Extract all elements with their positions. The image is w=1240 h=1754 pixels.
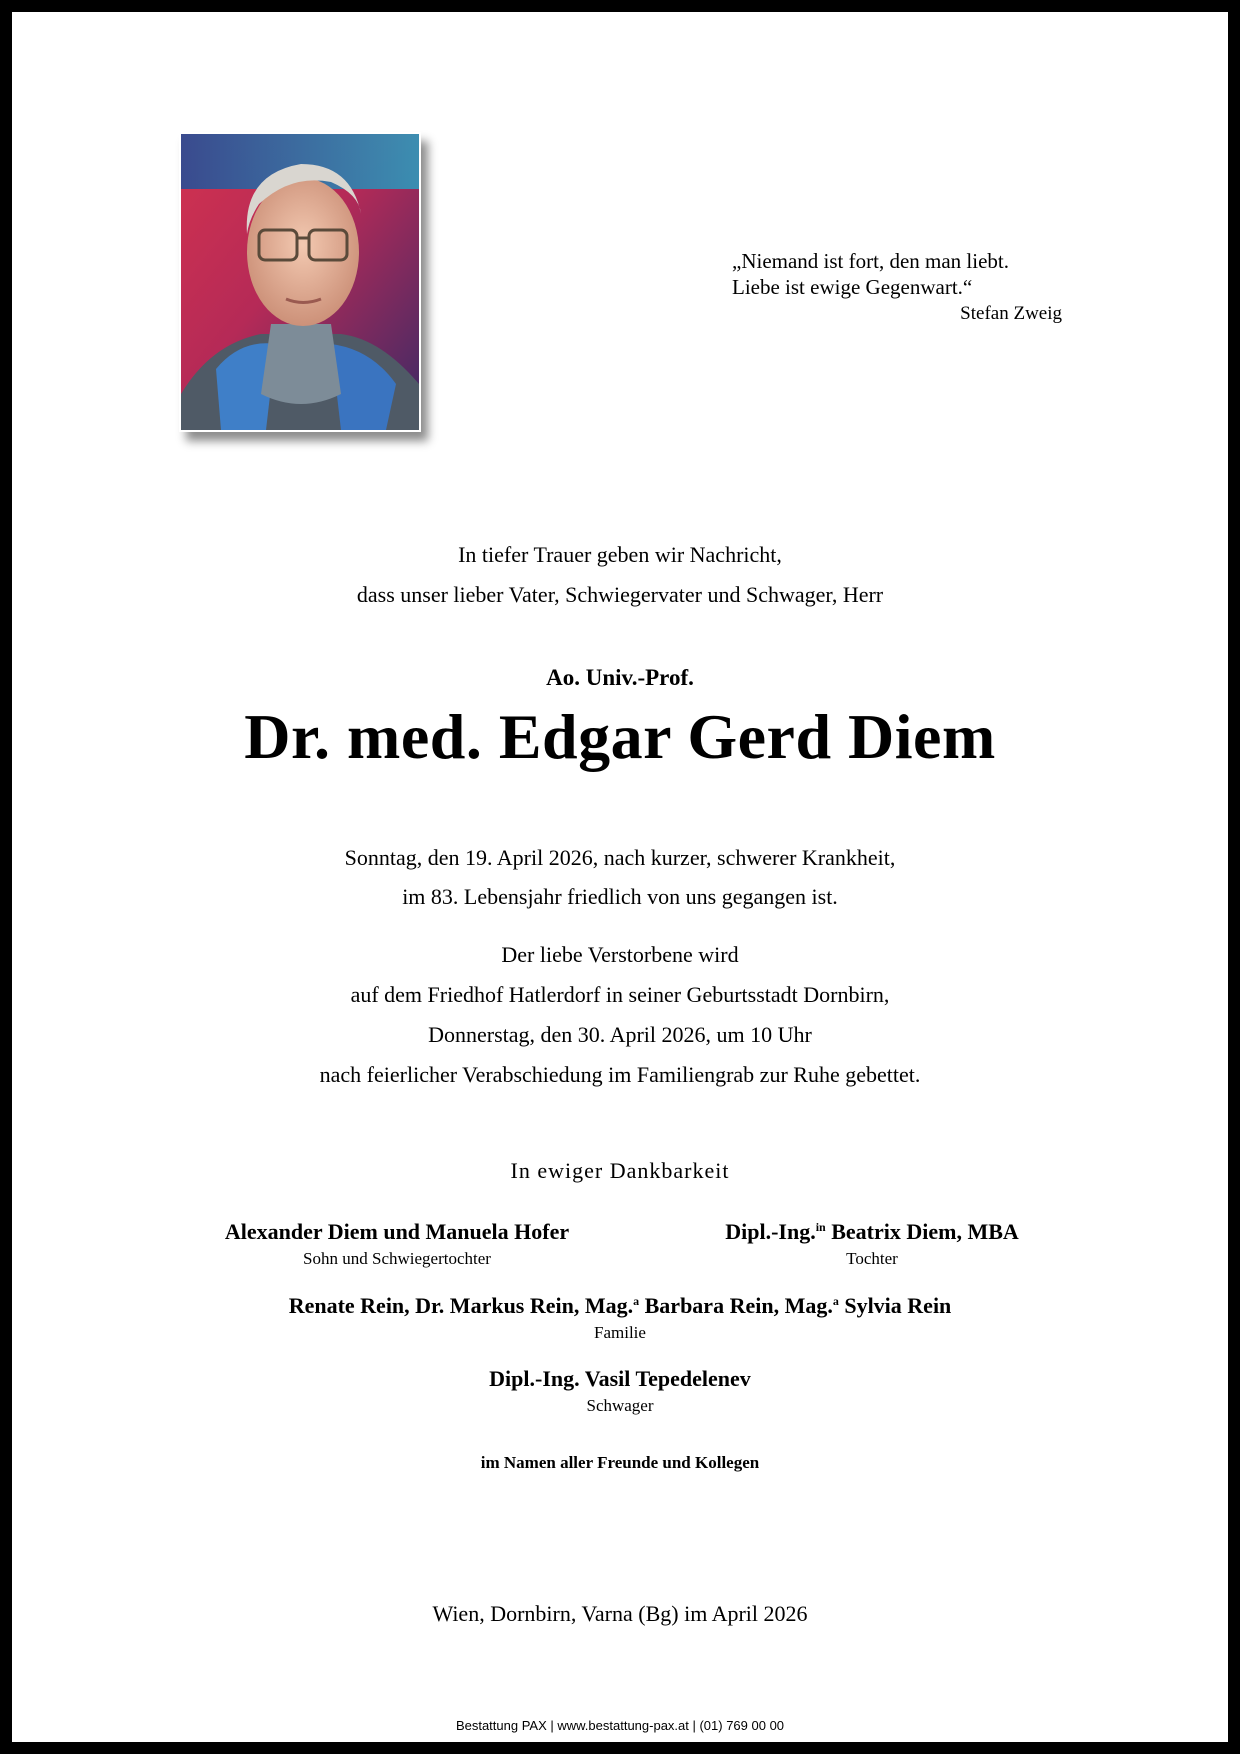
intro-line-1: In tiefer Trauer geben wir Nachricht,: [458, 542, 782, 567]
quote-line-2: Liebe ist ewige Gegenwart.“: [732, 275, 973, 299]
thanks-heading: In ewiger Dankbarkeit: [510, 1158, 730, 1183]
mourner-name-text: Beatrix Diem, MBA: [825, 1219, 1019, 1244]
burial-line-2: auf dem Friedhof Hatlerdorf in seiner Geburtsstadt Dornbirn,: [350, 982, 890, 1007]
place-date: Wien, Dornbirn, Varna (Bg) im April 2026: [432, 1601, 808, 1626]
mourner-name-part: Barbara Rein, Mag.: [639, 1293, 833, 1318]
mourner-title: Dipl.-Ing.: [725, 1219, 816, 1244]
burial-line-4: nach feierlicher Verabschiedung im Familiengrab zur Ruhe gebettet.: [319, 1062, 921, 1087]
mourner-name: Alexander Diem und Manuela Hofer: [224, 1219, 570, 1244]
obituary-page: [12, 12, 1228, 1742]
burial-line-3: Donnerstag, den 30. April 2026, um 10 Uhr: [428, 1022, 812, 1047]
intro-line-2: dass unser lieber Vater, Schwiegervater und Schwager, Herr: [356, 582, 884, 607]
deceased-name: Dr. med. Edgar Gerd Diem: [244, 701, 996, 772]
mourner-relation: Familie: [594, 1323, 646, 1342]
portrait-image-icon: [181, 134, 419, 430]
burial-line-1: Der liebe Verstorbene wird: [501, 942, 739, 967]
mourner-relation: Sohn und Schwiegertochter: [303, 1249, 491, 1268]
mourner-name-part: Renate Rein, Dr. Markus Rein, Mag.: [288, 1293, 634, 1318]
quote-author: Stefan Zweig: [960, 303, 1062, 324]
mourner-name: Dipl.-Ing. Vasil Tepedelenev: [489, 1366, 751, 1391]
mourner-son: [162, 1219, 632, 1269]
funeral-home-footer: Bestattung PAX | www.bestattung-pax.at | (01) 769 00 00: [455, 1718, 785, 1733]
title-superscript: a: [832, 1294, 839, 1308]
burial-notice: [12, 935, 1228, 1095]
mourner-name: [12, 1293, 1228, 1319]
mourner-name: [672, 1219, 1072, 1245]
honorific-title: Ao. Univ.-Prof.: [546, 665, 694, 690]
mourner-relation: Tochter: [846, 1249, 898, 1268]
death-line-1: Sonntag, den 19. April 2026, nach kurzer, schwerer Krankheit,: [344, 845, 896, 870]
mourner-daughter: [672, 1219, 1072, 1269]
death-notice: [12, 838, 1228, 916]
quote-line-1: „Niemand ist fort, den man liebt.: [732, 249, 1010, 273]
death-line-2: im 83. Lebensjahr friedlich von uns gegangen ist.: [402, 884, 838, 909]
mourner-family: [12, 1293, 1228, 1343]
title-superscript: a: [633, 1294, 640, 1308]
quote-block: [732, 248, 1062, 327]
mourner-name-part: Sylvia Rein: [838, 1293, 952, 1318]
mourner-relation: Schwager: [586, 1396, 654, 1415]
portrait-photo: [179, 132, 421, 432]
mourner-brother-in-law: [12, 1366, 1228, 1416]
friends-line: im Namen aller Freunde und Kollegen: [480, 1453, 760, 1472]
intro-text: [12, 535, 1228, 615]
title-superscript: in: [815, 1220, 826, 1234]
